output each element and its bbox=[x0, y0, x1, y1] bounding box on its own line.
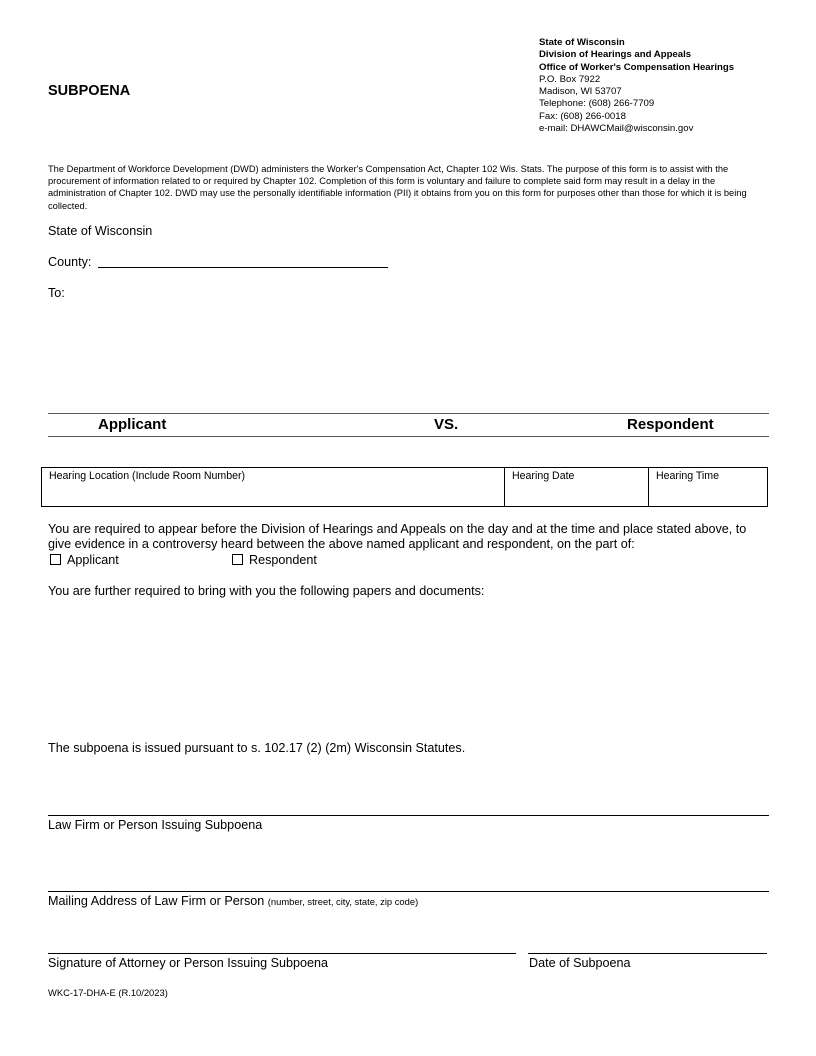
page-title: SUBPOENA bbox=[48, 83, 131, 99]
law-firm-label: Law Firm or Person Issuing Subpoena bbox=[48, 818, 263, 832]
hearing-location-label: Hearing Location (Include Room Number) bbox=[49, 470, 246, 482]
respondent-heading: Respondent bbox=[627, 416, 714, 433]
applicant-checkbox[interactable] bbox=[50, 554, 61, 565]
state-label: State of Wisconsin bbox=[48, 224, 153, 238]
agency-division: Division of Hearings and Appeals bbox=[539, 49, 692, 61]
agency-email: e-mail: DHAWCMail@wisconsin.gov bbox=[539, 123, 694, 135]
documents-field[interactable] bbox=[48, 603, 769, 728]
hearing-date-field[interactable] bbox=[505, 468, 649, 506]
subpoena-date-label: Date of Subpoena bbox=[529, 956, 631, 970]
to-label: To: bbox=[48, 286, 65, 300]
mailing-address-label-row bbox=[48, 894, 418, 908]
law-firm-field[interactable] bbox=[48, 815, 769, 816]
attorney-signature-label: Signature of Attorney or Person Issuing Subpoena bbox=[48, 956, 329, 970]
privacy-notice: The Department of Workforce Development (DWD) administers the Worker's Compensation Act, Chapter 102 Wis. Stats. The purpose of this form is to assist with the procurement of information related to or required by Chapter 102. Completion of this form is voluntary and failure to complete said form may result in a delay in the administration of Chapter 102. DWD may use the personally identifiable information (PII) it obtains from you on this form for purposes other than those for which it is being collected. bbox=[48, 164, 747, 211]
agency-po-box: P.O. Box 7922 bbox=[539, 73, 601, 85]
parties-bottom-rule bbox=[48, 436, 769, 437]
to-field[interactable] bbox=[48, 305, 769, 405]
hearing-time-field[interactable] bbox=[649, 468, 767, 506]
attorney-signature-field[interactable] bbox=[48, 953, 516, 954]
agency-office: Office of Worker's Compensation Hearings bbox=[539, 61, 735, 73]
agency-state: State of Wisconsin bbox=[539, 37, 625, 48]
county-field[interactable] bbox=[98, 267, 388, 268]
respondent-checkbox-label: Respondent bbox=[249, 553, 317, 567]
hearing-time-label: Hearing Time bbox=[656, 470, 719, 482]
agency-city: Madison, WI 53707 bbox=[539, 86, 622, 98]
appear-instructions: You are required to appear before the Division of Hearings and Appeals on the day and at the time and place stated above, to give evidence in a controversy heard between the above named applicant and respondent, on the part of: bbox=[48, 522, 747, 551]
mailing-address-hint: (number, street, city, state, zip code) bbox=[267, 896, 419, 907]
vs-heading: VS. bbox=[434, 416, 459, 433]
on-part-of-options bbox=[48, 553, 448, 569]
mailing-address-label: Mailing Address of Law Firm or Person bbox=[48, 894, 265, 908]
documents-instructions: You are further required to bring with you the following papers and documents: bbox=[48, 584, 485, 598]
hearing-date-label: Hearing Date bbox=[512, 470, 575, 482]
parties-top-rule bbox=[48, 413, 769, 414]
respondent-checkbox[interactable] bbox=[232, 554, 243, 565]
agency-fax: Fax: (608) 266-0018 bbox=[539, 110, 626, 122]
hearing-details-table bbox=[41, 467, 768, 507]
statute-statement: The subpoena is issued pursuant to s. 102.17 (2) (2m) Wisconsin Statutes. bbox=[48, 741, 466, 755]
applicant-heading: Applicant bbox=[98, 416, 167, 433]
agency-telephone: Telephone: (608) 266-7709 bbox=[539, 98, 655, 110]
agency-address-block bbox=[539, 37, 809, 135]
subpoena-date-field[interactable] bbox=[528, 953, 767, 954]
form-number: WKC-17-DHA-E (R.10/2023) bbox=[48, 987, 168, 998]
applicant-checkbox-label: Applicant bbox=[67, 553, 119, 567]
county-label: County: bbox=[48, 255, 92, 269]
hearing-location-field[interactable] bbox=[42, 468, 505, 506]
mailing-address-field[interactable] bbox=[48, 891, 769, 892]
